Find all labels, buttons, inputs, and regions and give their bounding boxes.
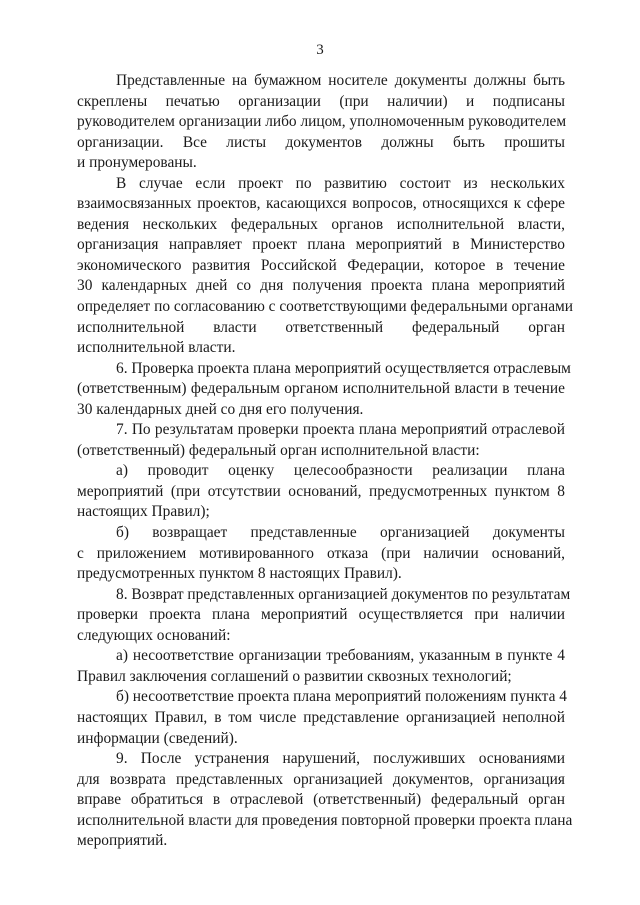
text-line: настоящих Правил, в том числе представление организацией неполной (77, 708, 565, 726)
text-line: организация направляет проект плана мероприятий в Министерство (77, 236, 565, 254)
text-line: а) проводит оценку целесообразности реализации плана (116, 462, 565, 480)
text-line: ведения нескольких федеральных органов исполнительной власти, (77, 215, 565, 233)
text-line: 30 календарных дней со дня его получения. (77, 400, 364, 418)
text-line: мероприятий (при отсутствии оснований, предусмотренных пунктом 8 (77, 482, 565, 500)
text-line: мероприятий. (77, 832, 168, 850)
text-line: б) возвращает представленные организацией документы (116, 524, 565, 542)
text-line: определяет по согласованию с соответствующими федеральными органами (77, 298, 574, 316)
text-line: (ответственным) федеральным органом исполнительной власти в течение (77, 380, 565, 398)
paragraph (77, 174, 574, 359)
text-line: руководителем организации либо лицом, уполномоченным руководителем (77, 113, 567, 131)
paragraph (77, 420, 565, 461)
text-line: 6. Проверка проекта плана мероприятий осуществляется отраслевым (116, 359, 571, 377)
text-line: 8. Возврат представленных организацией документов по результатам (116, 585, 571, 603)
text-line: а) несоответствие организации требованиям, указанным в пункте 4 (116, 647, 565, 665)
paragraph (77, 461, 565, 523)
text-line: с приложением мотивированного отказа (при наличии оснований, (77, 544, 565, 562)
text-line: Представленные на бумажном носителе документы должны быть (116, 72, 565, 89)
text-line: исполнительной власти ответственный федеральный орган (77, 318, 565, 336)
text-line: организации. Все листы документов должны быть прошиты (77, 133, 565, 151)
paragraph (77, 585, 571, 647)
text-line: вправе обратиться в отраслевой (ответственный) федеральный орган (77, 791, 565, 809)
paragraph (77, 523, 565, 585)
paragraph (77, 687, 565, 749)
paragraph (77, 646, 565, 687)
paragraph (77, 359, 571, 421)
text-line: информации (сведений). (77, 729, 238, 747)
paragraph (77, 749, 573, 852)
text-line: исполнительной власти для проведения повторной проверки проекта плана (77, 811, 573, 829)
text-line: предусмотренных пунктом 8 настоящих Правил). (77, 565, 402, 583)
text-line: 7. По результатам проверки проекта плана мероприятий отраслевой (116, 421, 565, 439)
text-line: взаимосвязанных проектов, касающихся вопросов, относящихся к сфере (77, 195, 565, 213)
paragraph (77, 71, 565, 174)
document-body (77, 71, 574, 852)
text-line: следующих оснований: (77, 626, 231, 644)
text-line: скреплены печатью организации (при наличии) и подписаны (77, 92, 565, 110)
text-line: проверки проекта плана мероприятий осуществляется при наличии (77, 606, 565, 624)
text-line: Правил заключения соглашений о развитии сквозных технологий; (77, 667, 512, 685)
text-line: В случае если проект по развитию состоит из нескольких (116, 174, 565, 192)
text-line: экономического развития Российской Федерации, которое в течение (77, 256, 565, 274)
text-line: для возврата представленных организацией документов, организация (77, 770, 565, 788)
text-line: 30 календарных дней со дня получения проекта плана мероприятий (77, 277, 565, 295)
text-line: настоящих Правил); (77, 503, 210, 521)
text-line: (ответственный) федеральный орган исполнительной власти: (77, 441, 480, 459)
text-line: и пронумерованы. (77, 154, 197, 172)
text-line: б) несоответствие проекта плана мероприятий положениям пункта 4 (116, 688, 567, 706)
page-number: 3 (316, 42, 324, 58)
text-line: 9. После устранения нарушений, послуживших основаниями (116, 750, 565, 768)
text-line: исполнительной власти. (77, 339, 236, 357)
